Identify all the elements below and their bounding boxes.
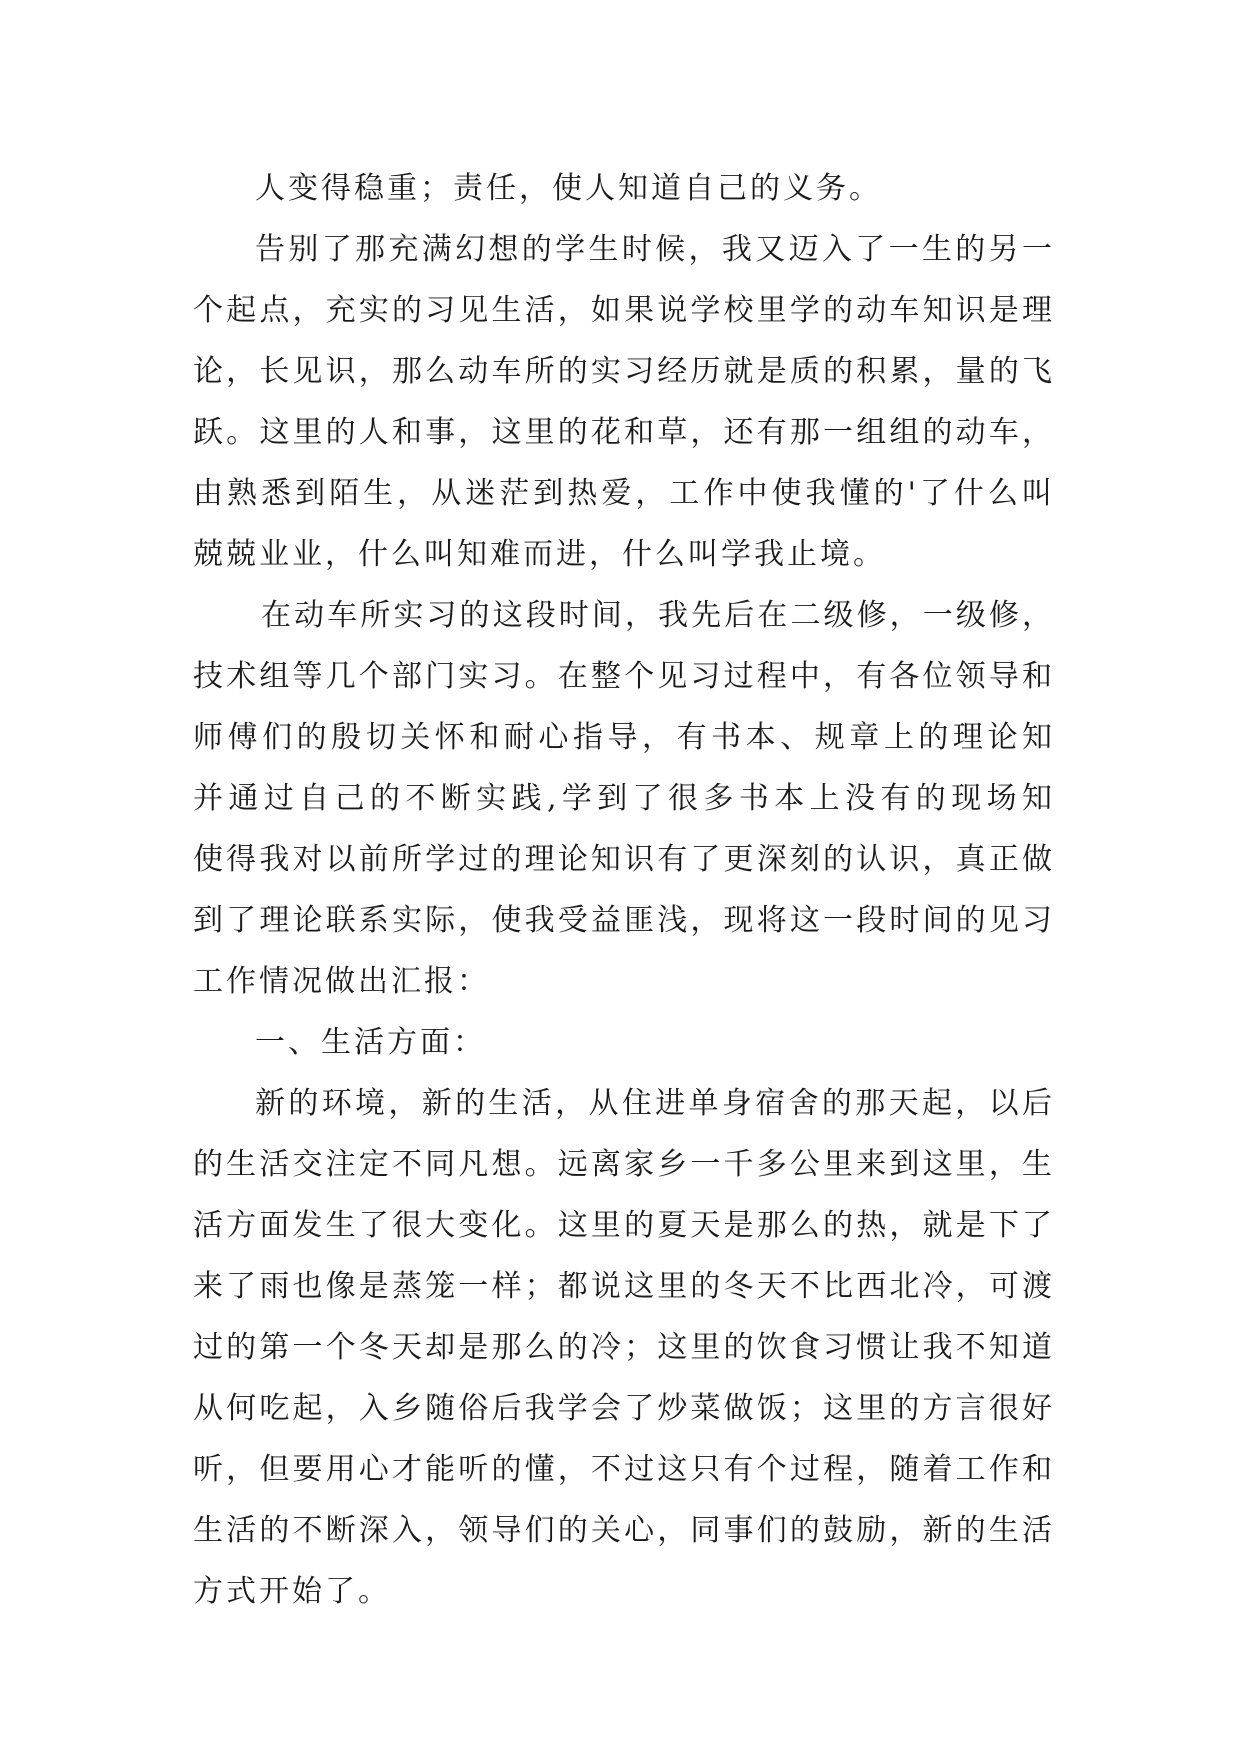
- text-line: 从何吃起，入乡随俗后我学会了炒菜做饭；这里的方言很好: [193, 1391, 1055, 1426]
- text-line: 并通过自己的不断实践,学到了很多书本上没有的现场知: [193, 781, 1055, 816]
- section-heading: 一、生活方面：: [255, 1025, 486, 1060]
- text-line: 跃。这里的人和事，这里的花和草，还有那一组组的动车，: [193, 415, 1055, 450]
- text-line: 听，但要用心才能听的懂，不过这只有个过程，随着工作和: [193, 1452, 1055, 1487]
- text-line: 生活的不断深入，领导们的关心，同事们的鼓励，新的生活: [193, 1513, 1055, 1548]
- text-line: 技术组等几个部门实习。在整个见习过程中，有各位领导和: [193, 659, 1055, 694]
- body-text: [193, 158, 1055, 1622]
- text-line: 兢兢业业，什么叫知难而进，什么叫学我止境。: [193, 537, 886, 572]
- text-line: 来了雨也像是蒸笼一样；都说这里的冬天不比西北冷，可渡: [193, 1269, 1055, 1304]
- text-line: 工作情况做出汇报：: [193, 964, 490, 999]
- text-line: 新的环境，新的生活，从住进单身宿舍的那天起，以后: [255, 1086, 1055, 1121]
- text-line: 到了理论联系实际，使我受益匪浅，现将这一段时间的见习: [193, 903, 1055, 938]
- text-line: 使得我对以前所学过的理论知识有了更深刻的认识，真正做: [193, 842, 1055, 877]
- text-line: 论，长见识，那么动车所的实习经历就是质的积累，量的飞: [193, 354, 1055, 389]
- text-line: 方式开始了。: [193, 1574, 391, 1609]
- text-line: 在动车所实习的这段时间，我先后在二级修，一级修，: [261, 598, 1055, 633]
- text-line: 师傅们的殷切关怀和耐心指导，有书本、规章上的理论知: [193, 720, 1055, 755]
- text-line: 个起点，充实的习见生活，如果说学校里学的动车知识是理: [193, 293, 1055, 328]
- text-line: 人变得稳重；责任，使人知道自己的义务。: [255, 171, 882, 206]
- text-line: 由熟悉到陌生，从迷茫到热爱，工作中使我懂的'了什么叫: [193, 476, 1055, 511]
- text-line: 的生活交注定不同凡想。远离家乡一千多公里来到这里，生: [193, 1147, 1055, 1182]
- text-line: 告别了那充满幻想的学生时候，我又迈入了一生的另一: [255, 232, 1055, 267]
- text-line: 活方面发生了很大变化。这里的夏天是那么的热，就是下了: [193, 1208, 1055, 1243]
- text-line: 过的第一个冬天却是那么的冷；这里的饮食习惯让我不知道: [193, 1330, 1055, 1365]
